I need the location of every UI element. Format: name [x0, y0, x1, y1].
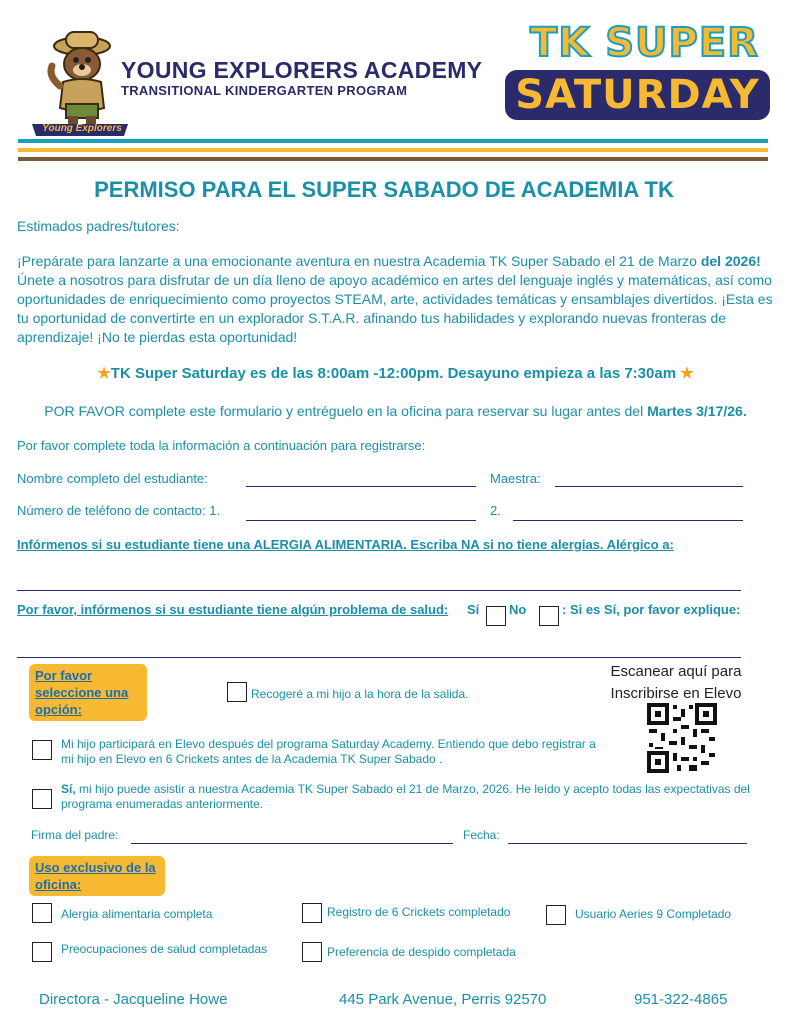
header: [0, 0, 791, 165]
office-item-aeries: Usuario Aeries 9 Completado: [575, 907, 732, 921]
explain-label: : Si es Sí, por favor explique:: [562, 602, 741, 617]
school-name: YOUNG EXPLORERS ACADEMY: [121, 57, 483, 83]
office-use-tag: Uso exclusivo de la oficina:: [29, 856, 165, 896]
instruction-line: [0, 403, 791, 419]
attend-checkbox[interactable]: [32, 789, 52, 809]
greeting: Estimados padres/tutores:: [17, 218, 180, 234]
qr-caption: Escanear aquí para Inscribirse en Elevo: [610, 663, 742, 702]
health-explain-field[interactable]: [17, 657, 741, 658]
phone-label: Número de teléfono de contacto: 1.: [17, 503, 221, 518]
qr-code[interactable]: [647, 703, 717, 773]
office-checkbox-crickets[interactable]: [302, 903, 322, 923]
deadline-text: Martes 3/17/26.: [647, 403, 747, 419]
star-icon: ★: [97, 365, 111, 382]
pickup-checkbox[interactable]: [227, 682, 247, 702]
elevo-option-text: Mi hijo participará en Elevo después del programa Saturday Academy. Entiendo que debo registrar a mi hijo en Elevo en 6 Crickets antes de la Academia TK Super Sabado .: [61, 737, 596, 766]
intro-paragraph: [17, 252, 782, 347]
footer-phone: 951-322-4865: [634, 991, 728, 1008]
no-label: No: [509, 602, 527, 617]
teacher-label: Maestra:: [490, 471, 541, 486]
office-item-health: Preocupaciones de salud completadas: [61, 942, 268, 956]
student-name-label: Nombre completo del estudiante:: [17, 471, 208, 486]
schedule-text: TK Super Saturday es de las 8:00am -12:00pm. Desayuno empieza a las 7:30am: [110, 365, 677, 382]
attend-option-text: mi hijo puede asistir a nuestra Academia TK Super Sabado el 21 de Marzo, 2026. He leído y acepto todas las expectativas del programa enumeradas anteriormente.: [61, 782, 750, 811]
phone1-field[interactable]: [246, 520, 476, 521]
signature-label: Firma del padre:: [31, 828, 119, 842]
signature-field[interactable]: [131, 843, 453, 844]
date-field[interactable]: [508, 843, 747, 844]
attend-bold: Sí,: [61, 782, 76, 796]
office-checkbox-aeries[interactable]: [546, 905, 566, 925]
office-checkbox-health[interactable]: [32, 942, 52, 962]
pickup-option-text: Recogeré a mi hijo a la hora de la salida.: [251, 687, 469, 701]
office-item-crickets: Registro de 6 Crickets completado: [327, 905, 511, 919]
footer-address: 445 Park Avenue, Perris 92570: [339, 991, 547, 1008]
complete-all-text: Por favor complete toda la información a continuación para registrarse:: [17, 438, 426, 453]
date-label: Fecha:: [463, 828, 500, 842]
event-logo: [505, 20, 770, 125]
allergy-label: Infórmenos si su estudiante tiene una ALERGIA ALIMENTARIA. Escriba NA si no tiene alergias. Alérgico a:: [17, 537, 674, 552]
schedule-line: [0, 364, 791, 382]
teacher-field[interactable]: [555, 486, 743, 487]
yes-label: Sí: [467, 602, 480, 617]
mascot-logo: [30, 26, 130, 138]
health-no-checkbox[interactable]: [539, 606, 559, 626]
mascot-banner-text: Young Explorers: [42, 123, 122, 134]
attend-option: [61, 782, 761, 812]
stripe-brown: [18, 157, 768, 161]
intro-bold-date: del 2026!: [700, 253, 761, 269]
stripe-teal: [18, 139, 768, 143]
phone2-field[interactable]: [513, 520, 743, 521]
stripe-yellow: [18, 148, 768, 152]
health-yes-checkbox[interactable]: [486, 606, 506, 626]
office-checkbox-dismissal[interactable]: [302, 942, 322, 962]
phone2-label: 2.: [490, 503, 501, 518]
health-label: Por favor, infórmenos si su estudiante tiene algún problema de salud:: [17, 602, 449, 617]
star-icon: ★: [680, 365, 694, 382]
office-checkbox-allergy[interactable]: [32, 903, 52, 923]
event-logo-line2: SATURDAY: [505, 70, 770, 120]
allergy-field[interactable]: [17, 590, 741, 591]
event-logo-line1: TK SUPER: [530, 20, 759, 66]
elevo-checkbox[interactable]: [32, 740, 52, 760]
office-item-allergy: Alergia alimentaria completa: [61, 907, 213, 921]
intro-part2: Únete a nosotros para disfrutar de un día lleno de apoyo académico en artes del lenguaje inglés y matemáticas, así como oportunidades de enriquecimiento como proyectos STEAM, arte, actividades temáticas y ensamblajes divertidos. ¡Esta es tu oportunidad de convertirte en un explorador S.T.A.R. afinando tus habilidades y explorando nuevas fronteras de aprendizaje! ¡No te pierdas esta oportunidad!: [17, 272, 773, 345]
select-option-tag: Por favor seleccione una opción:: [29, 664, 147, 721]
instruction-text: POR FAVOR complete este formulario y entréguelo en la oficina para reservar su lugar antes del: [44, 403, 648, 419]
program-name: TRANSITIONAL KINDERGARTEN PROGRAM: [121, 83, 408, 98]
intro-part1: ¡Prepárate para lanzarte a una emocionante aventura en nuestra Academia TK Super Sabado el 21 de Marzo: [17, 253, 701, 269]
student-name-field[interactable]: [246, 486, 476, 487]
footer-director: Directora - Jacqueline Howe: [39, 991, 228, 1008]
page-title: PERMISO PARA EL SUPER SABADO DE ACADEMIA TK: [94, 177, 674, 202]
office-item-dismissal: Preferencia de despido completada: [327, 945, 516, 959]
